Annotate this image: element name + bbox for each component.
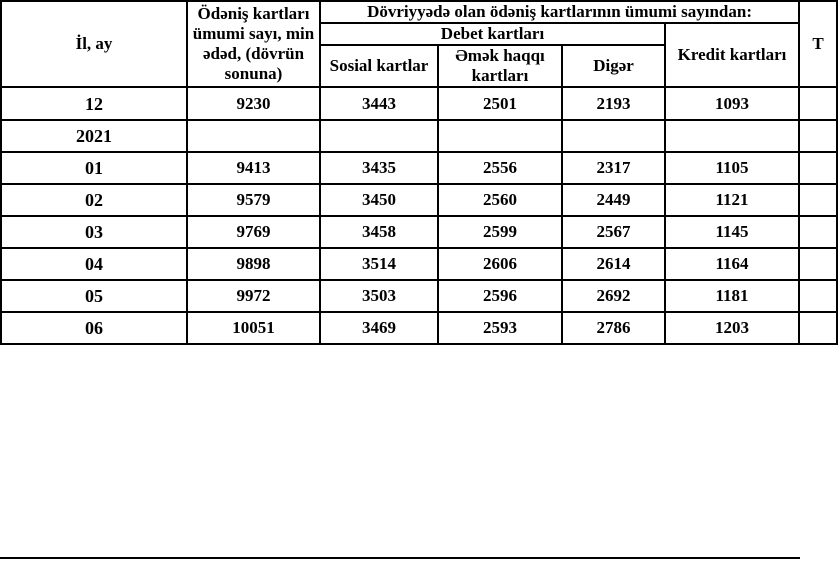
cell-other: 2786	[562, 312, 665, 344]
table-bottom-rule	[0, 557, 800, 559]
header-circulation-group: Dövriyyədə olan ödəniş kartlarının ümumi sayından:	[320, 1, 799, 23]
cell-social: 3450	[320, 184, 438, 216]
cell-social: 3469	[320, 312, 438, 344]
table-row	[1, 152, 837, 184]
cell-total: 9898	[187, 248, 320, 280]
cell-social: 3514	[320, 248, 438, 280]
cell-credit: 1093	[665, 87, 799, 120]
cell-cut-off	[799, 312, 837, 344]
cell-credit: 1203	[665, 312, 799, 344]
header-social-cards: Sosial kartlar	[320, 45, 438, 87]
cell-period: 03	[1, 216, 187, 248]
cell-total: 9769	[187, 216, 320, 248]
header-total-cards: Ödəniş kartları ümumi sayı, min ədəd, (dövrün sonuna)	[187, 1, 320, 87]
cell-total: 9413	[187, 152, 320, 184]
cell-cut-off	[799, 152, 837, 184]
header-salary-cards: Əmək haqqı kartları	[438, 45, 562, 87]
cell-cut-off	[799, 184, 837, 216]
cell-salary: 2593	[438, 312, 562, 344]
table-row	[1, 184, 837, 216]
cell-cut-off	[799, 87, 837, 120]
table-row	[1, 120, 837, 152]
cell-credit: 1145	[665, 216, 799, 248]
cell-cut-off	[799, 280, 837, 312]
cell-other: 2193	[562, 87, 665, 120]
cell-credit: 1181	[665, 280, 799, 312]
table-row	[1, 280, 837, 312]
cell-social: 3443	[320, 87, 438, 120]
cell-other	[562, 120, 665, 152]
cell-other: 2567	[562, 216, 665, 248]
table-body	[1, 87, 837, 344]
cell-other: 2614	[562, 248, 665, 280]
cell-social: 3458	[320, 216, 438, 248]
cell-cut-off	[799, 248, 837, 280]
cell-period: 02	[1, 184, 187, 216]
cell-credit: 1164	[665, 248, 799, 280]
cell-period: 01	[1, 152, 187, 184]
cell-salary: 2606	[438, 248, 562, 280]
cell-cut-off	[799, 216, 837, 248]
table-row	[1, 216, 837, 248]
cell-credit: 1121	[665, 184, 799, 216]
cell-period: 04	[1, 248, 187, 280]
cell-period: 06	[1, 312, 187, 344]
cell-other: 2317	[562, 152, 665, 184]
cell-salary: 2556	[438, 152, 562, 184]
cell-total: 9230	[187, 87, 320, 120]
cell-total: 9972	[187, 280, 320, 312]
cell-salary: 2599	[438, 216, 562, 248]
cell-salary: 2501	[438, 87, 562, 120]
header-credit-cards: Kredit kartları	[665, 23, 799, 87]
table-row	[1, 312, 837, 344]
header-debit-group: Debet kartları	[320, 23, 665, 45]
table-row	[1, 87, 837, 120]
cell-period: 05	[1, 280, 187, 312]
cell-total: 10051	[187, 312, 320, 344]
cell-total	[187, 120, 320, 152]
header-row-1	[1, 1, 837, 23]
cell-other: 2692	[562, 280, 665, 312]
table-row	[1, 248, 837, 280]
cell-salary: 2596	[438, 280, 562, 312]
cell-period: 2021	[1, 120, 187, 152]
cell-other: 2449	[562, 184, 665, 216]
cell-salary	[438, 120, 562, 152]
cell-salary: 2560	[438, 184, 562, 216]
header-cut-off-column: T	[799, 1, 837, 87]
header-other-cards: Digər	[562, 45, 665, 87]
cell-social: 3503	[320, 280, 438, 312]
cell-social	[320, 120, 438, 152]
table-header	[1, 1, 837, 87]
header-period: İl, ay	[1, 1, 187, 87]
cell-credit: 1105	[665, 152, 799, 184]
cell-total: 9579	[187, 184, 320, 216]
cell-period: 12	[1, 87, 187, 120]
cell-social: 3435	[320, 152, 438, 184]
cell-credit	[665, 120, 799, 152]
cell-cut-off	[799, 120, 837, 152]
